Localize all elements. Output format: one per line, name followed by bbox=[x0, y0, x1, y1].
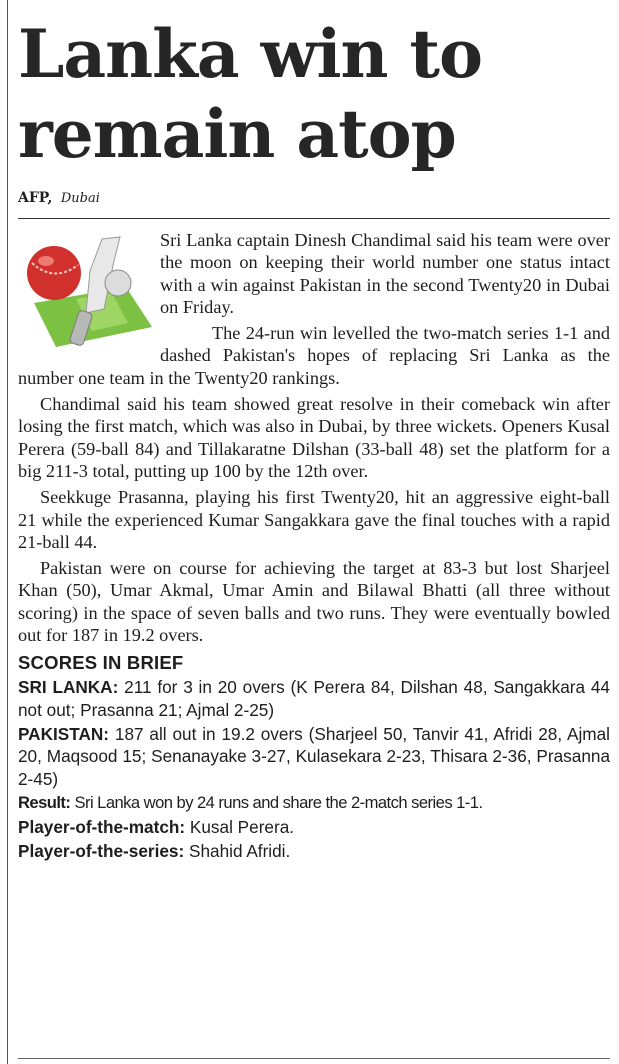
paragraph-3: Chandimal said his team showed great resolve in their comeback win after losing the first match, which was also in Dubai, by three wickets. Openers Kusal Perera (59-ball 84) and Tillakaratne Dilshan (33-ball 48) set the platform for a big 211-3 total, putting up 100 by the 12th over. bbox=[18, 394, 610, 481]
left-column-rule bbox=[7, 0, 8, 1064]
ball-red bbox=[27, 246, 81, 300]
article bbox=[18, 0, 610, 865]
cricket-ball-and-bat-icon bbox=[16, 231, 156, 355]
paragraph-1: Sri Lanka captain Dinesh Chandimal said his team were over the moon on keeping their world number one status intact with a win against Pakistan in the second Twenty20 in Dubai on Friday. bbox=[160, 230, 610, 317]
score-pakistan bbox=[18, 723, 610, 790]
score-pakistan-text: 187 all out in 19.2 overs (Sharjeel 50, Tanvir 41, Afridi 28, Ajmal 20, Maqsood 15; Senanayake 3-27, Kulasekara 2-23, Thisara 2-36, Prasanna 2-45) bbox=[18, 723, 610, 789]
player-of-the-match-label: Player-of-the-match: bbox=[18, 817, 186, 838]
ball-net bbox=[105, 270, 131, 296]
scores-heading: SCORES IN BRIEF bbox=[18, 652, 184, 674]
score-sri-lanka bbox=[18, 676, 610, 721]
paragraph-2: The 24-run win levelled the two-match series 1-1 and dashed Pakistan's hopes of replacing Sri Lanka as the number one team in the Twenty20 rankings. bbox=[18, 323, 610, 388]
player-of-the-series bbox=[18, 840, 610, 862]
bottom-divider bbox=[18, 1058, 610, 1059]
score-result bbox=[18, 792, 610, 814]
score-sri-lanka-text: 211 for 3 in 20 overs (K Perera 84, Dilshan 48, Sangakkara 44 not out; Prasanna 21; Ajmal 2-25) bbox=[18, 677, 610, 720]
player-of-the-match bbox=[18, 816, 610, 838]
headline-line-2: remain atop bbox=[18, 95, 456, 173]
headline bbox=[18, 0, 610, 174]
player-of-the-series-name: Shahid Afridi. bbox=[188, 841, 291, 862]
ball-highlight bbox=[38, 256, 54, 266]
player-of-the-series-label: Player-of-the-series: bbox=[18, 841, 185, 862]
article-body bbox=[18, 229, 610, 646]
headline-line-1: Lanka win to bbox=[18, 15, 482, 93]
score-pakistan-label: PAKISTAN: bbox=[18, 723, 110, 744]
byline bbox=[18, 190, 610, 212]
score-result-text: Sri Lanka won by 24 runs and share the 2-match series 1-1. bbox=[74, 792, 483, 812]
byline-agency: AFP, bbox=[18, 190, 53, 206]
byline-divider bbox=[18, 218, 610, 219]
score-sri-lanka-label: SRI LANKA: bbox=[18, 677, 119, 698]
paragraph-5: Pakistan were on course for achieving the target at 83-3 but lost Sharjeel Khan (50), Umar Akmal, Umar Amin and Bilawal Bhatti (all three without scoring) in the space of seven balls and two runs. They were eventually bowled out for 187 in 19.2 overs. bbox=[18, 558, 610, 646]
player-of-the-match-name: Kusal Perera. bbox=[189, 817, 295, 838]
score-result-label: Result: bbox=[18, 792, 71, 812]
byline-place: Dubai bbox=[60, 191, 100, 206]
paragraph-4: Seekkuge Prasanna, playing his first Twenty20, hit an aggressive eight-ball 21 while the experienced Kumar Sangakkara gave the final touches with a rapid 21-ball 44. bbox=[18, 487, 610, 552]
